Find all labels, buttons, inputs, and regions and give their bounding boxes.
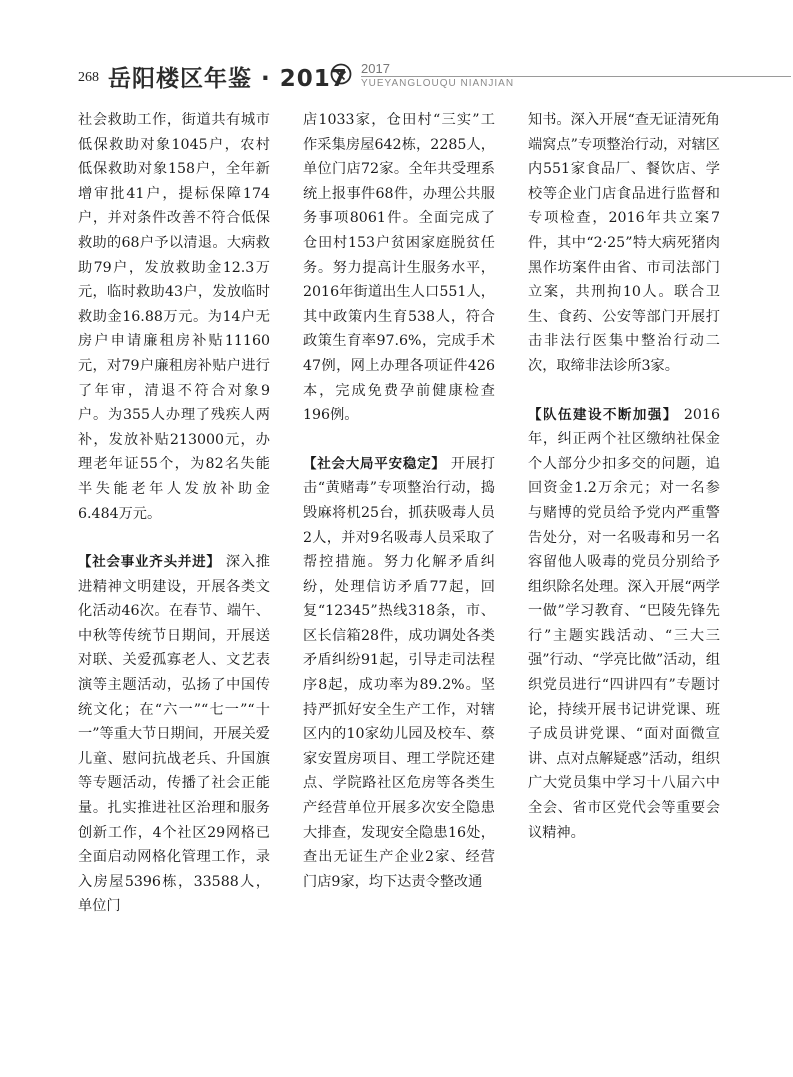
text-column-1: [78, 108, 270, 919]
paragraph-continued: 店1033家，仓田村“三实”工作采集房屋642栋，2285人，单位门店72家。全年共受理系统上报事件68件，办理公共服务事项8061件。全面完成了仓田村153户贫困家庭脱贫任务。努力提高计生服务水平，2016年街道出生人口551人，其中政策内生育538人，符合政策生育率97.6%，完成手术47例，网上办理各项证件426本，完成免费孕前健康检查196例。: [303, 112, 495, 424]
section-body: 开展打击“黄赌毒”专项整治行动，捣毁麻将机25台，抓获吸毒人员2人，并对9名吸毒人员采取了帮控措施。努力化解矛盾纠纷，处理信访矛盾77起，回复“12345”热线318条，市、区长信箱28件，成功调处各类矛盾纠纷91起，引导走司法程序8起，成功率为89.2%。坚持严抓好安全生产工作，对辖区内的10家幼儿园及校车、蔡家安置房项目、理工学院还建点、学院路社区危房等各类生产经营单位开展多次安全隐患大排查，发现安全隐患16处，查出无证生产企业2家、经营门店9家，均下达责令整改通: [303, 455, 495, 890]
header-rule: [361, 76, 791, 77]
section-heading: 【社会事业齐头并进】: [78, 554, 221, 571]
page-header: [0, 0, 793, 100]
paragraph-continued: 知书。深入开展“查无证清死角端窝点”专项整治行动，对辖区内551家食品厂、餐饮店、学校等企业门店食品进行监督和专项检查，2016年共立案7件，其中“2·25”特大病死猪肉黑作坊案件由省、市司法部门立案，共刑拘10人。联合卫生、食药、公安等部门开展打击非法行医集中整治行动二次，取缔非法诊所3家。: [528, 112, 720, 374]
paragraph-spacer: [303, 428, 495, 452]
section-team-building: [528, 403, 720, 846]
section-body: 深入推进精神文明建设，开展各类文化活动46次。在春节、端午、中秋等传统节日期间，开展送对联、关爱孤寡老人、文艺表演等主题活动，弘扬了中国传统文化；在“六一”“七一”“十一”等重大节日期间，开展关爱儿童、慰问抗战老兵、升国旗等专题活动，传播了社会正能量。扎实推进社区治理和服务创新工作，4个社区29网格已全面启动网格化管理工作，录入房屋5396栋，33588人，单位门: [78, 554, 270, 915]
text-column-2: [303, 108, 495, 894]
circle-arrow-logo-icon: [330, 63, 352, 85]
paragraph-spacer: [78, 526, 270, 550]
book-title: 岳阳楼区年鉴 · 2017: [108, 66, 348, 92]
page-number: 268: [78, 70, 99, 85]
paragraph-social-assistance: 社会救助工作，街道共有城市低保救助对象1045户，农村低保救助对象158户，全年新增审批41户，提标保障174户，并对条件改善不符合低保救助的68户予以清退。大病救助79户，发放救助金12.3万元，临时救助43户，发放临时救助金16.88万元。为14户无房户申请廉租房补贴11160元，对79户廉租房补贴户进行了年审，清退不符合对象9户。为355人办理了残疾人两补，发放补贴213000元，办理老年证55个，为82名失能半失能老年人发放补助金6.484万元。: [78, 112, 270, 522]
section-heading: 【队伍建设不断加强】: [528, 406, 678, 423]
text-column-3: [528, 108, 720, 845]
paragraph-spacer: [528, 379, 720, 403]
section-body: 2016年，纠正两个社区缴纳社保金个人部分少扣多交的问题，追回资金1.2万余元；对一名参与赌博的党员给予党内严重警告处分，对一名吸毒和另一名容留他人吸毒的党员分别给予组织除名处理。深入开展“两学一做”学习教育、“巴陵先锋先行”主题实践活动、“三大三强”行动、“学亮比做”活动，组织党员进行“四讲四有”专题讨论，持续开展书记讲党课、班子成员讲党课、“面对面微宣讲、点对点解疑惑”活动，组织广大党员集中学习十八届六中全会、省市区党代会等重要会议精神。: [528, 406, 721, 841]
section-heading: 【社会大局平安稳定】: [303, 455, 446, 472]
section-public-security: [303, 452, 495, 895]
header-year: 2017: [361, 61, 390, 76]
header-pinyin: YUEYANGLOUQU NIANJIAN: [361, 78, 515, 89]
section-social-undertakings: [78, 550, 270, 919]
